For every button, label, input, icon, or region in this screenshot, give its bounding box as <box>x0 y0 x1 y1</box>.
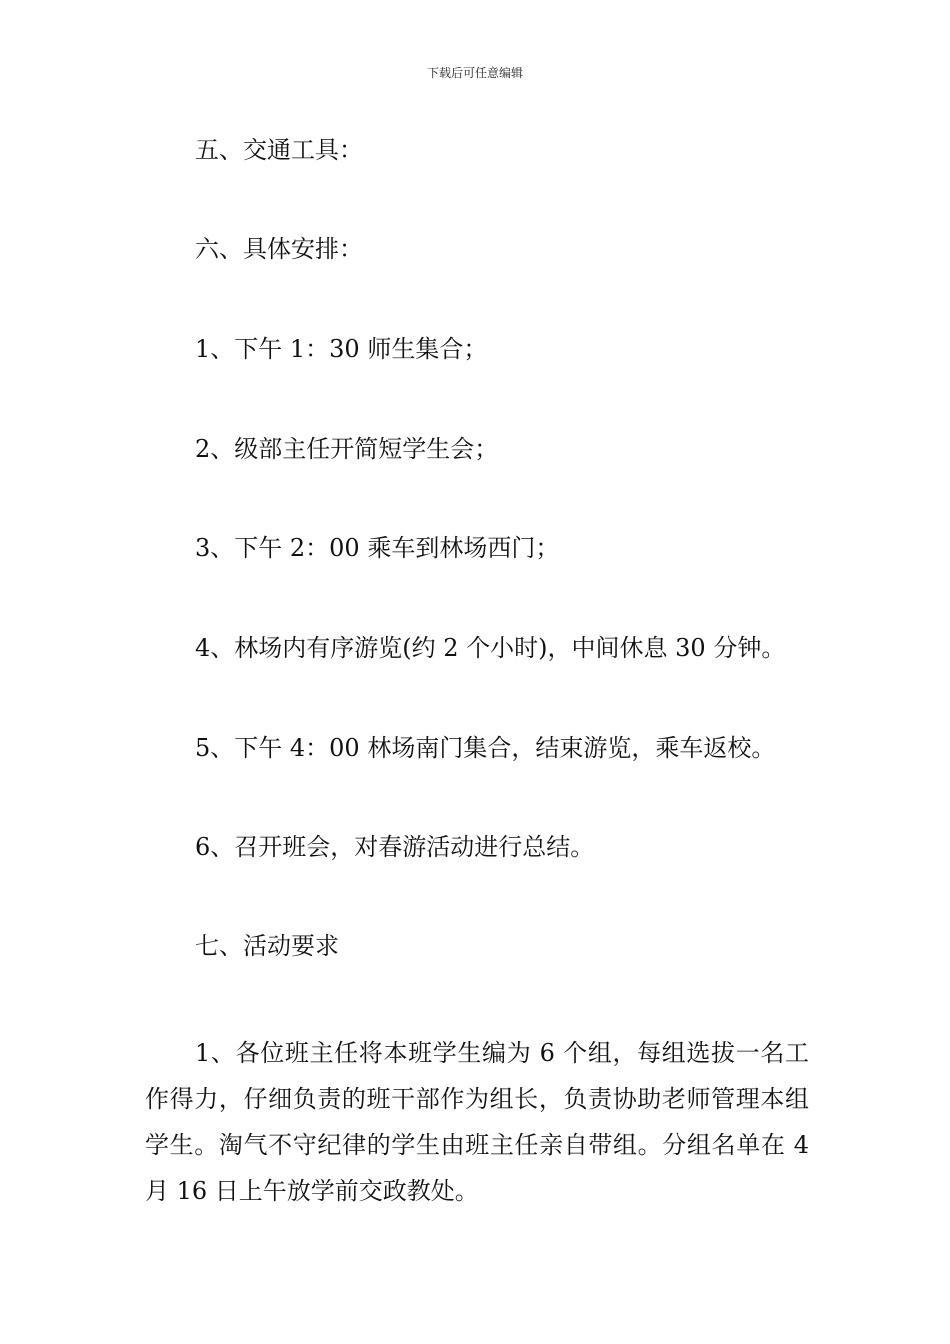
schedule-item-4: 4、林场内有序游览(约 2 个小时)，中间休息 30 分钟。 <box>195 634 786 662</box>
schedule-item-3: 3、下午 2：00 乘车到林场西门； <box>195 534 560 562</box>
section-transport: 五、交通工具： <box>195 136 363 164</box>
schedule-item-1: 1、下午 1：30 师生集合； <box>195 335 488 363</box>
requirement-paragraph-1: 1、各位班主任将本班学生编为 6 个组，每组选拔一名工作得力，仔细负责的班干部作为组长，负责协助老师管理本组学生。淘气不守纪律的学生由班主任亲自带组。分组名单在 4 月 16 日上午放学前交政教处。 <box>145 1039 809 1205</box>
section-schedule: 六、具体安排： <box>195 235 363 263</box>
schedule-item-2: 2、级部主任开简短学生会； <box>195 435 499 463</box>
schedule-item-5: 5、下午 4：00 林场南门集合，结束游览，乘车返校。 <box>195 734 776 762</box>
schedule-item-6: 6、召开班会，对春游活动进行总结。 <box>195 833 595 861</box>
section-requirements: 七、活动要求 <box>195 932 339 960</box>
page-header: 下载后可任意编辑 <box>426 66 523 80</box>
